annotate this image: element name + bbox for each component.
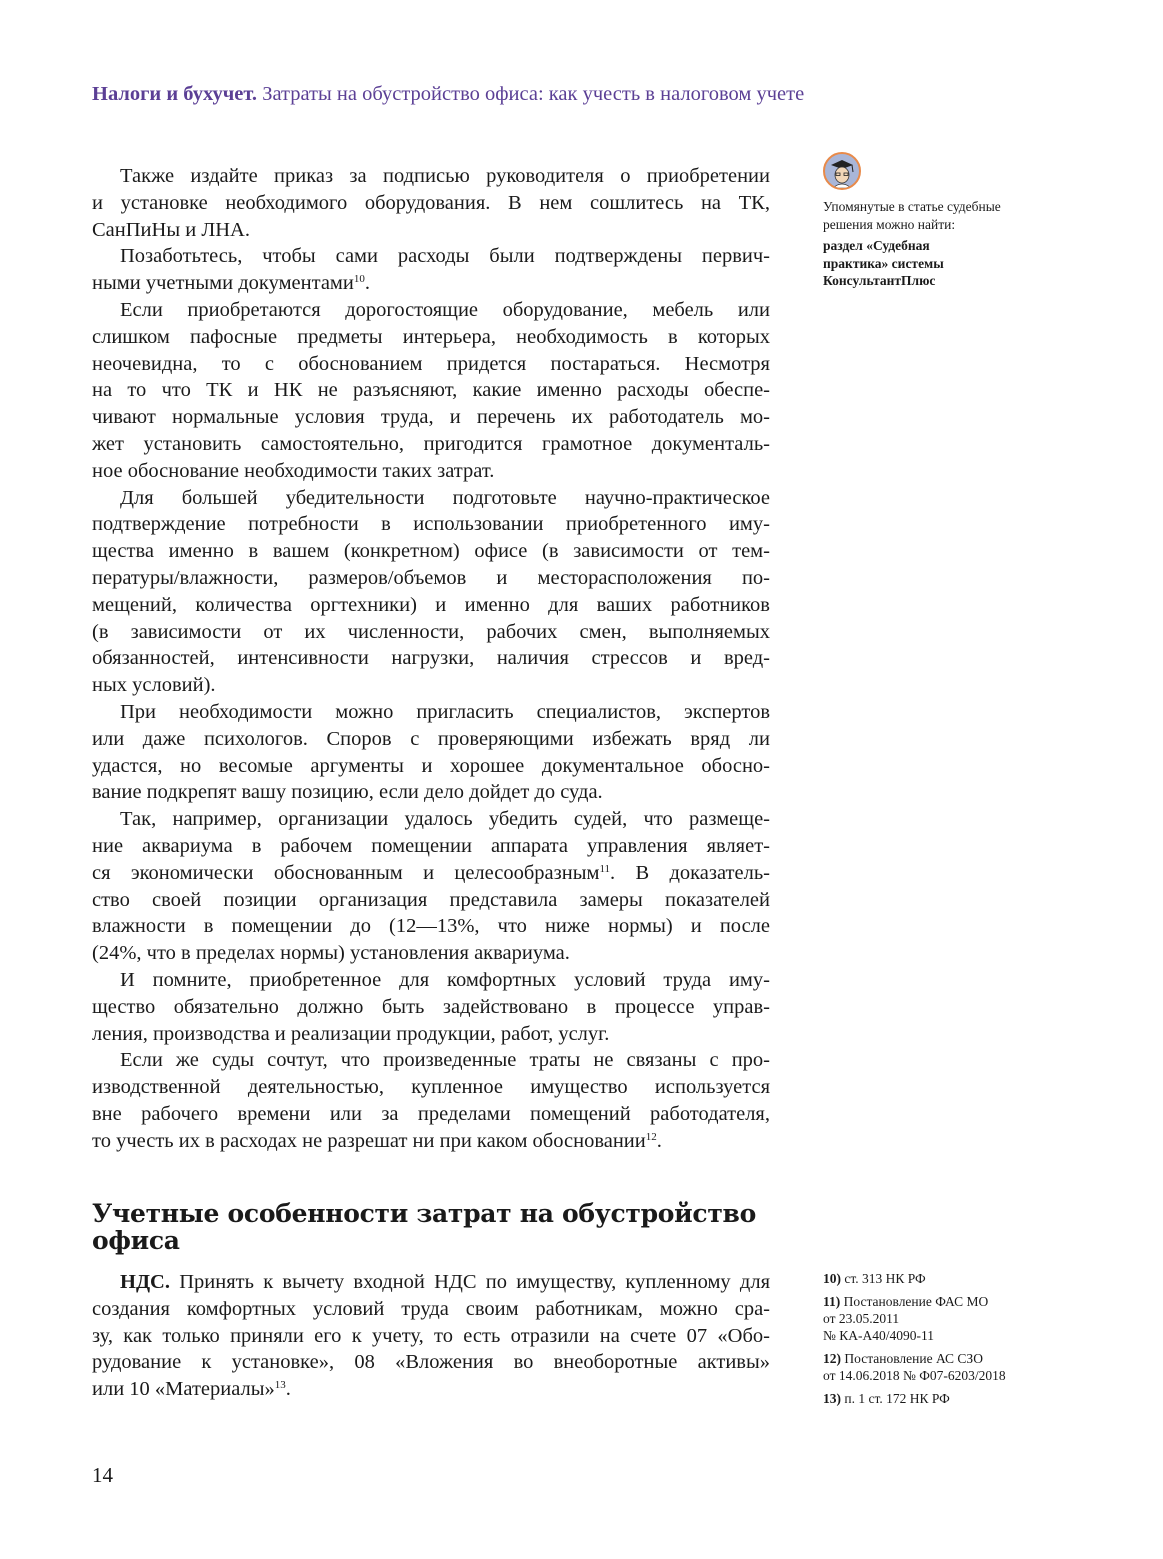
- text-line: подтверждение потребности в использовании приобретенного иму-: [92, 513, 770, 536]
- text-segment: .: [656, 1129, 662, 1152]
- footnote-line: [823, 1310, 1063, 1327]
- text-segment: .: [364, 272, 370, 295]
- text-line: и установке необходимого оборудования. В нем сошлитесь на ТК,: [92, 191, 770, 214]
- footnote-text: ст. 313 НК РФ: [844, 1271, 926, 1286]
- text-segment: ся экономически обоснованным и целесообразным: [92, 861, 600, 884]
- text-line: ления, производства и реализации продукции, работ, услуг.: [92, 1022, 610, 1045]
- text-segment: ными учетными документами: [92, 272, 354, 295]
- text-segment: . В доказатель-: [610, 861, 771, 884]
- lead-term: НДС.: [120, 1271, 170, 1293]
- text-line: ных условий).: [92, 674, 216, 697]
- text-line: [92, 1376, 770, 1403]
- text-line: [92, 1128, 770, 1155]
- text-line: или даже психологов. Споров с проверяющими избежать вряд ли: [92, 727, 770, 750]
- text-line: на то что ТК и НК не разъясняют, какие именно расходы обеспе-: [92, 379, 770, 402]
- footnote-line: [823, 1350, 1063, 1367]
- text-line: рудование к установке», 08 «Вложения во внеоборотные активы»: [92, 1351, 770, 1374]
- text-line: [92, 270, 770, 297]
- text-line: пературы/влажности, размеров/объемов и месторасположения по-: [92, 566, 770, 589]
- footnote-ref: 13: [274, 1379, 286, 1392]
- text-line: удастся, но весомые аргументы и хорошее документальное обосно-: [92, 754, 770, 777]
- text-line: [92, 860, 770, 887]
- text-segment: .: [285, 1378, 291, 1401]
- header-section: Налоги и бухучет.: [92, 83, 258, 105]
- text-line: (24%, что в пределах нормы) установления аквариума.: [92, 942, 570, 965]
- footnote-line: [823, 1390, 1063, 1407]
- text-line: создания комфортных условий труда своим работникам, можно сра-: [92, 1297, 770, 1320]
- footnote-text: № КА-А40/4090-11: [823, 1328, 934, 1343]
- text-segment: то учесть их в расходах не разрешат ни при каком обосновании: [92, 1129, 646, 1152]
- footnote-text: Постановление АС СЗО: [844, 1351, 983, 1366]
- section-heading: [92, 1200, 756, 1254]
- footnote-text: п. 1 ст. 172 НК РФ: [844, 1391, 950, 1406]
- footnotes: [823, 1270, 1063, 1413]
- text-line: неочевидна, то с обоснованием придется постараться. Несмотря: [92, 352, 770, 375]
- footnote: [823, 1350, 1063, 1384]
- text-line: Если же суды сочтут, что произведенные траты не связаны с про-: [120, 1049, 770, 1072]
- sidebar-source: [823, 237, 1053, 290]
- footnote-number: 12): [823, 1351, 841, 1366]
- text-line: ние аквариума в рабочем помещении аппарата управления являет-: [92, 834, 770, 857]
- text-line: мещений, количества оргтехники) и именно для ваших работников: [92, 593, 770, 616]
- footnote: [823, 1270, 1063, 1287]
- footnote-line: [823, 1367, 1063, 1384]
- sidebar-note: [823, 198, 1053, 290]
- footnote-ref: 12: [645, 1130, 657, 1143]
- text-line: И помните, приобретенное для комфортных условий труда иму-: [120, 968, 770, 991]
- footnote-number: 13): [823, 1391, 841, 1406]
- source-line: КонсультантПлюс: [823, 273, 936, 288]
- text-line: (в зависимости от их численности, рабочих смен, выполняемых: [92, 620, 770, 643]
- text-line: Для большей убедительности подготовьте научно-практическое: [120, 486, 770, 509]
- footnote-text: Постановление ФАС МО: [843, 1294, 989, 1309]
- heading-line: Учетные особенности затрат на обустройство: [92, 1199, 756, 1228]
- footnote: [823, 1390, 1063, 1407]
- text-segment: или 10 «Материалы»: [92, 1378, 275, 1401]
- note-line: решения можно найти:: [823, 216, 956, 232]
- text-line: вание подкрепят вашу позицию, если дело дойдет до суда.: [92, 781, 603, 804]
- footnote-number: 10): [823, 1271, 841, 1286]
- source-line: раздел «Судебная: [823, 238, 930, 253]
- source-line: практика» системы: [823, 255, 944, 271]
- body-text-bottom: [92, 1269, 770, 1403]
- text-line: слишком пафосные предметы интерьера, необходимость в которых: [92, 325, 770, 348]
- text-line: влажности в помещении до (12—13%, что ниже нормы) и после: [92, 915, 770, 938]
- text-line: изводственной деятельностью, купленное имущество используется: [92, 1076, 770, 1099]
- running-header: [92, 83, 804, 106]
- text-line: жет установить самостоятельно, пригодится грамотное документаль-: [92, 432, 770, 455]
- footnote-ref: 11: [599, 862, 611, 875]
- text-line: Позаботьтесь, чтобы сами расходы были подтверждены первич-: [120, 245, 770, 268]
- text-line: Также издайте приказ за подписью руководителя о приобретении: [120, 165, 770, 187]
- text-line: Если приобретаются дорогостоящие оборудование, мебель или: [120, 298, 770, 321]
- page-number: 14: [92, 1463, 113, 1487]
- footnote-line: [823, 1270, 1063, 1287]
- text-segment: Принять к вычету входной НДС по имуществу, купленному для: [169, 1271, 770, 1293]
- text-line: ное обоснование необходимости таких затрат.: [92, 459, 495, 482]
- heading-line: офиса: [92, 1226, 180, 1255]
- footnote-number: 11): [823, 1294, 841, 1309]
- text-line: чивают нормальные условия труда, и перечень их работодатель мо-: [92, 406, 770, 429]
- text-line: вне рабочего времени или за пределами помещений работодателя,: [92, 1102, 770, 1125]
- note-line: Упомянутые в статье судебные: [823, 199, 1001, 214]
- footnote-line: [823, 1327, 1063, 1344]
- text-line: [92, 1269, 770, 1296]
- footnote: [823, 1293, 1063, 1344]
- footnote-text: от 23.05.2011: [823, 1311, 900, 1326]
- footnote-line: [823, 1293, 1063, 1310]
- text-line: ство своей позиции организация представила замеры показателей: [92, 888, 770, 911]
- text-line: зу, как только приняли его к учету, то есть отразили на счете 07 «Обо-: [92, 1324, 770, 1347]
- footnote-text: от 14.06.2018 № Ф07-6203/2018: [823, 1368, 1006, 1383]
- text-line: Так, например, организации удалось убедить судей, что размеще-: [120, 808, 770, 831]
- text-line: щество обязательно должно быть задействовано в процессе управ-: [92, 995, 770, 1018]
- text-line: щества именно в вашем (конкретном) офисе (в зависимости от тем-: [92, 540, 770, 563]
- text-line: При необходимости можно пригласить специалистов, экспертов: [120, 700, 770, 723]
- header-title: Затраты на обустройство офиса: как учесть в налоговом учете: [262, 83, 805, 105]
- text-line: обязанностей, интенсивности нагрузки, наличия стрессов и вред-: [92, 647, 770, 670]
- text-line: СанПиНы и ЛНА.: [92, 218, 250, 241]
- footnote-ref: 10: [353, 273, 365, 286]
- body-text-top: [92, 163, 770, 1154]
- professor-avatar-icon: [823, 152, 861, 190]
